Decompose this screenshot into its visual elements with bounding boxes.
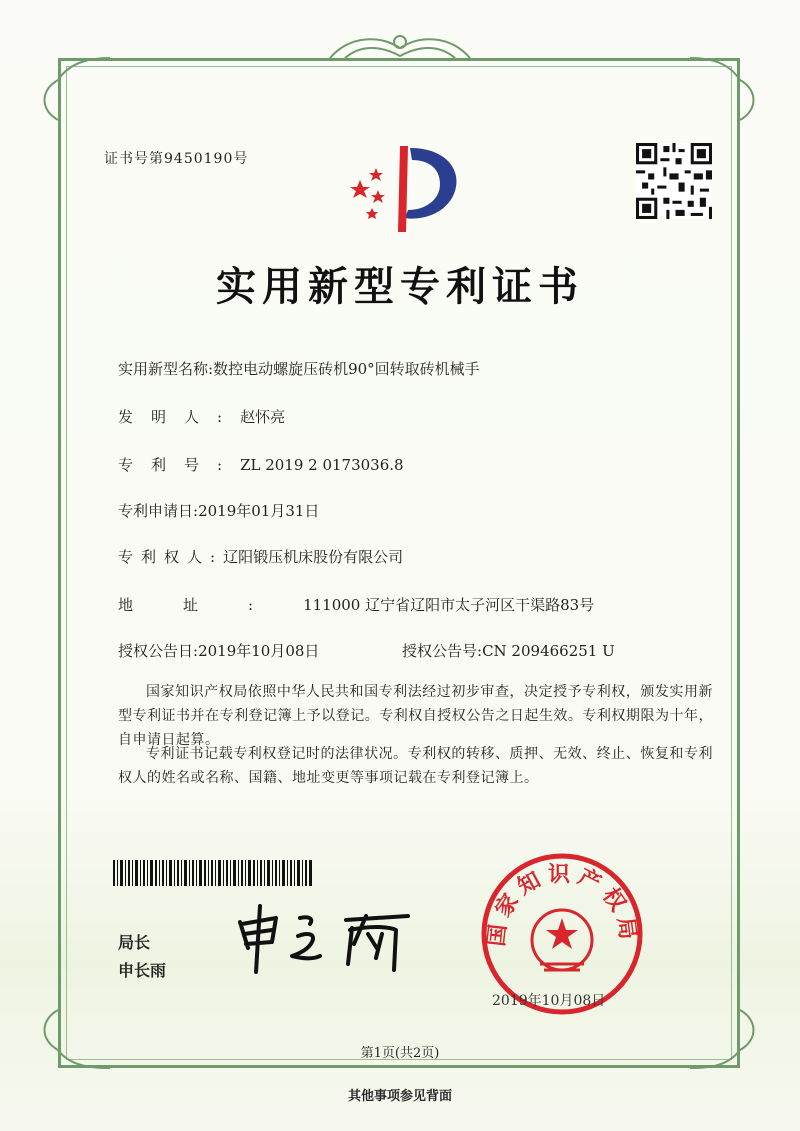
grant-number-row [402,640,615,661]
seal-text: 国家知识产权局 [484,862,641,948]
utility-model-name-value: 数控电动螺旋压砖机90°回转取砖机械手 [213,360,480,378]
grant-number-value: CN 209466251 U [482,642,615,660]
patentee-value: 辽阳锻压机床股份有限公司 [223,548,404,566]
footer-note: 其他事项参见背面 [347,1089,452,1104]
inventor-row [118,406,285,427]
patentee-row [118,546,403,567]
filing-date-row [118,500,319,521]
patentee-label: 专利权人: [118,548,224,566]
page-indicator: 第1页(共2页) [360,1046,440,1061]
signatory-title: 局长 [118,933,151,952]
patent-number-label: 专利号: [118,456,241,474]
filing-date-label: 专利申请日: [118,502,199,520]
grant-statement-paragraph: 国家知识产权局依照中华人民共和国专利法经过初步审查，决定授予专利权，颁发实用新型专利证书并在专利登记簿上予以登记。专利权自授权公告之日起生效。专利权期限为十年，自申请日起算。 [118,684,713,748]
inventor-value: 赵怀亮 [240,408,286,426]
grant-number-label: 授权公告号: [402,642,483,660]
inventor-label: 发明人: [118,408,241,426]
handwritten-signature-icon [228,900,418,980]
address-row [118,594,594,615]
utility-model-name-row [118,358,480,379]
patent-number-row [118,454,404,475]
legal-status-paragraph: 专利证书记载专利权登记时的法律状况。专利权的转移、质押、无效、终止、恢复和专利权人的姓名或名称、国籍、地址变更等事项记载在专利登记簿上。 [118,746,713,786]
cnipa-logo-icon [340,140,470,235]
grant-date-row [118,640,319,661]
address-value: 111000 辽宁省辽阳市太子河区干渠路83号 [303,596,595,614]
barcode-icon [113,860,313,886]
filing-date-value: 2019年01月31日 [198,502,320,520]
seal-date: 2019年10月08日 [492,993,606,1009]
signatory-name: 申长雨 [118,961,167,980]
grant-date-value: 2019年10月08日 [198,642,320,660]
patent-number-value: ZL 2019 2 0173036.8 [240,456,404,474]
address-label: 地址: [118,596,304,614]
grant-date-label: 授权公告日: [118,642,199,660]
certificate-title: 实用新型专利证书 [216,263,584,310]
utility-model-name-label: 实用新型名称: [118,360,214,378]
certificate-number: 证书号第9450190号 [104,151,249,167]
qr-code-icon [636,143,712,219]
